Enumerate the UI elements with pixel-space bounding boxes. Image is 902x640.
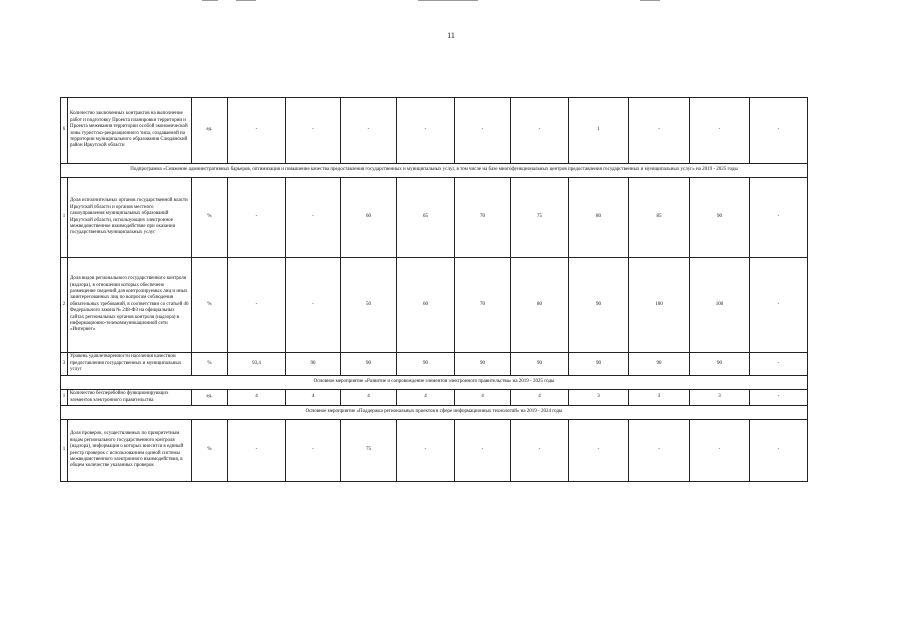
scan-artifact: [640, 0, 660, 1]
value-cell: -: [629, 420, 690, 482]
value-cell: 3: [569, 390, 629, 406]
value-cell: 1: [569, 98, 629, 164]
value-cell: 3: [629, 390, 690, 406]
value-cell: 100: [629, 258, 690, 353]
section-row: [61, 164, 808, 178]
table-row: [61, 420, 808, 482]
value-cell: -: [228, 178, 286, 258]
value-cell: 4: [511, 390, 569, 406]
value-cell: 80: [511, 258, 569, 353]
value-cell: 80: [569, 178, 629, 258]
value-cell: 90: [397, 353, 455, 376]
indicator-name: Доля исполнительных органов государственной власти Иркутской области и органов местного самоуправления муниципальных образований Иркутской области, использующих электронное межведомственное взаимодействие при оказании государственных/муниципальных услуг: [68, 178, 192, 258]
unit-cell: %: [192, 258, 228, 353]
value-cell: -: [511, 98, 569, 164]
value-cell: 90: [511, 353, 569, 376]
value-cell: 70: [455, 178, 511, 258]
value-cell: 90: [286, 353, 341, 376]
value-cell: 4: [286, 390, 341, 406]
value-cell: 90: [690, 178, 750, 258]
value-cell: -: [750, 98, 808, 164]
value-cell: -: [750, 258, 808, 353]
value-cell: -: [750, 178, 808, 258]
row-number: 1: [61, 178, 68, 258]
unit-cell: ед.: [192, 390, 228, 406]
indicator-name: Количество заключенных контрактов на выполнение работ и подготовку Проекта планировки территории и Проекта межевания территории особой экономической зоны туристско-рекреационного типа, создаваемой на территории муниципального образования Слюдянский район Иркутской области: [68, 98, 192, 164]
value-cell: 4: [228, 390, 286, 406]
value-cell: -: [341, 98, 397, 164]
value-cell: 90: [455, 353, 511, 376]
value-cell: -: [690, 98, 750, 164]
value-cell: 60: [341, 178, 397, 258]
table-row: [61, 258, 808, 353]
value-cell: -: [397, 98, 455, 164]
scan-artifact: [236, 0, 256, 1]
section-row: [61, 376, 808, 390]
value-cell: -: [629, 98, 690, 164]
value-cell: -: [286, 258, 341, 353]
value-cell: 4: [455, 390, 511, 406]
value-cell: -: [750, 353, 808, 376]
unit-cell: %: [192, 353, 228, 376]
value-cell: -: [569, 420, 629, 482]
value-cell: -: [228, 420, 286, 482]
value-cell: -: [286, 98, 341, 164]
indicator-name: Количество бесперебойно функционирующих элементов электронного правительства: [68, 390, 192, 406]
value-cell: 90: [569, 258, 629, 353]
row-number: 1: [61, 390, 68, 406]
value-cell: -: [228, 258, 286, 353]
table-row: [61, 353, 808, 376]
value-cell: -: [286, 178, 341, 258]
value-cell: 85: [629, 178, 690, 258]
row-number: 1: [61, 420, 68, 482]
value-cell: -: [455, 420, 511, 482]
row-number: 2: [61, 258, 68, 353]
table-row: [61, 98, 808, 164]
indicator-name: Доля видов регионального государственного контроля (надзора), в отношении которых обеспечено размещение сведений для контролируемых лиц и иных заинтересованных лиц по вопросам соблюдения обязательных требований, в соответствии со статьей 46 Федерального закона № 248-ФЗ на официальных сайтах региональных органов контроля (надзора) в информационно-телекоммуникационной сети «Интернет»: [68, 258, 192, 353]
value-cell: 75: [511, 178, 569, 258]
value-cell: 70: [455, 258, 511, 353]
value-cell: 4: [397, 390, 455, 406]
unit-cell: %: [192, 420, 228, 482]
value-cell: 50: [341, 258, 397, 353]
value-cell: 3: [690, 390, 750, 406]
indicator-name: Уровень удовлетворенности населения качеством предоставления государственных и муниципальных услуг: [68, 353, 192, 376]
indicator-name: Доля проверок, осуществляемых по приоритетным видам регионального государственного контроля (надзора), информация о которых вносится в единый реестр проверок с использованием единой системы межведомственного электронного взаимодействия, в общем количестве указанных проверок: [68, 420, 192, 482]
value-cell: 75: [341, 420, 397, 482]
page-number: 11: [447, 31, 455, 40]
value-cell: 4: [341, 390, 397, 406]
value-cell: 65: [397, 178, 455, 258]
table-row: [61, 178, 808, 258]
value-cell: -: [397, 420, 455, 482]
section-heading: Основное мероприятие «Развитие и сопровождение элементов электронного правительства» на 2019 - 2025 годы: [61, 376, 808, 390]
value-cell: 60: [397, 258, 455, 353]
value-cell: 93,4: [228, 353, 286, 376]
unit-cell: ед.: [192, 98, 228, 164]
indicators-table: [60, 97, 808, 482]
value-cell: 100: [690, 258, 750, 353]
unit-cell: %: [192, 178, 228, 258]
row-number: 3: [61, 353, 68, 376]
section-row: [61, 406, 808, 420]
row-number: 6: [61, 98, 68, 164]
scan-artifact: [202, 0, 218, 1]
value-cell: -: [228, 98, 286, 164]
value-cell: -: [511, 420, 569, 482]
value-cell: -: [750, 390, 808, 406]
value-cell: 90: [690, 353, 750, 376]
value-cell: 90: [341, 353, 397, 376]
section-heading: Подпрограмма «Снижение административных барьеров, оптимизация и повышение качества предоставления государственных и муниципальных услуг, в том числе на базе многофункциональных центров предоставления государственных и муниципальных услуг» на 2019 - 2025 годы: [61, 164, 808, 178]
value-cell: 90: [629, 353, 690, 376]
table-row: [61, 390, 808, 406]
scan-artifact: [418, 0, 478, 1]
value-cell: -: [690, 420, 750, 482]
value-cell: -: [455, 98, 511, 164]
value-cell: -: [286, 420, 341, 482]
section-heading: Основное мероприятие «Поддержка региональных проектов в сфере информационных технологий» на 2019 - 2024 годы: [61, 406, 808, 420]
value-cell: 90: [569, 353, 629, 376]
value-cell: -: [750, 420, 808, 482]
